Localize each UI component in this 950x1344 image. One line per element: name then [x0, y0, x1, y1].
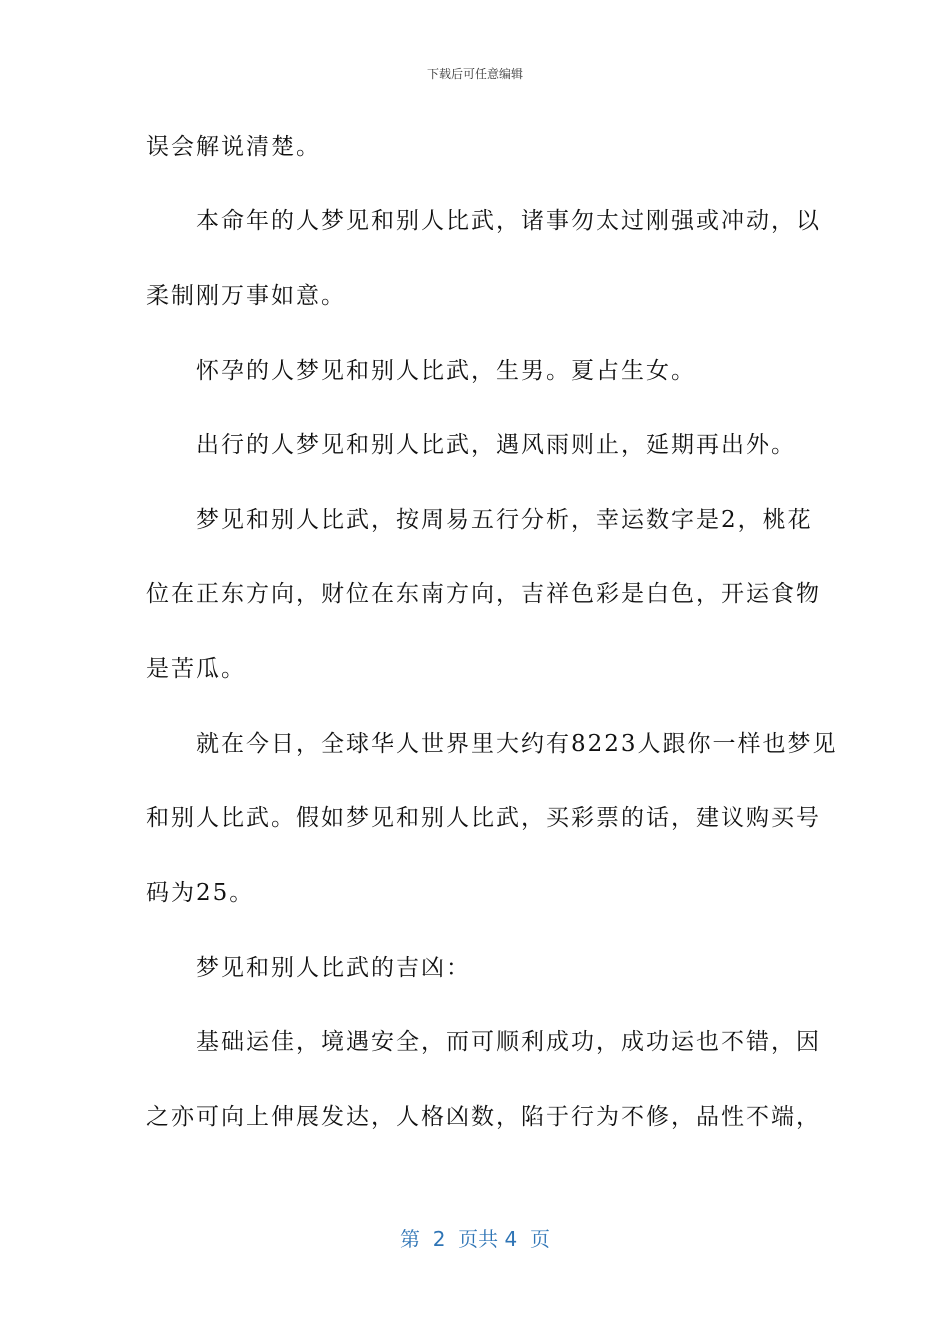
text-line: 怀孕的人梦见和别人比武，生男。夏占生女。 [146, 358, 696, 384]
text-line: 梦见和别人比武的吉凶： [146, 955, 471, 981]
page-header: 下载后可任意编辑 [426, 67, 523, 81]
text-line: 基础运佳，境遇安全，而可顺利成功，成功运也不错，因 [146, 1029, 821, 1055]
text-line: 就在今日，全球华人世界里大约有8223人跟你一样也梦见 [146, 731, 838, 757]
text-line: 位在正东方向，财位在东南方向，吉祥色彩是白色，开运食物 [146, 581, 821, 607]
text-line: 码为25。 [146, 880, 255, 906]
text-line: 柔制刚万事如意。 [146, 283, 346, 309]
text-line: 出行的人梦见和别人比武，遇风雨则止，延期再出外。 [146, 432, 796, 458]
text-line: 是苦瓜。 [146, 656, 246, 682]
text-line: 误会解说清楚。 [146, 134, 321, 160]
text-line: 梦见和别人比武，按周易五行分析，幸运数字是2，桃花 [146, 507, 813, 533]
text-line: 和别人比武。假如梦见和别人比武，买彩票的话，建议购买号 [146, 805, 821, 831]
page-footer: 第 2 页共 4 页 [400, 1227, 550, 1251]
text-line: 之亦可向上伸展发达，人格凶数，陷于行为不修，品性不端， [146, 1104, 821, 1130]
text-line: 本命年的人梦见和别人比武，诸事勿太过刚强或冲动，以 [146, 208, 821, 234]
